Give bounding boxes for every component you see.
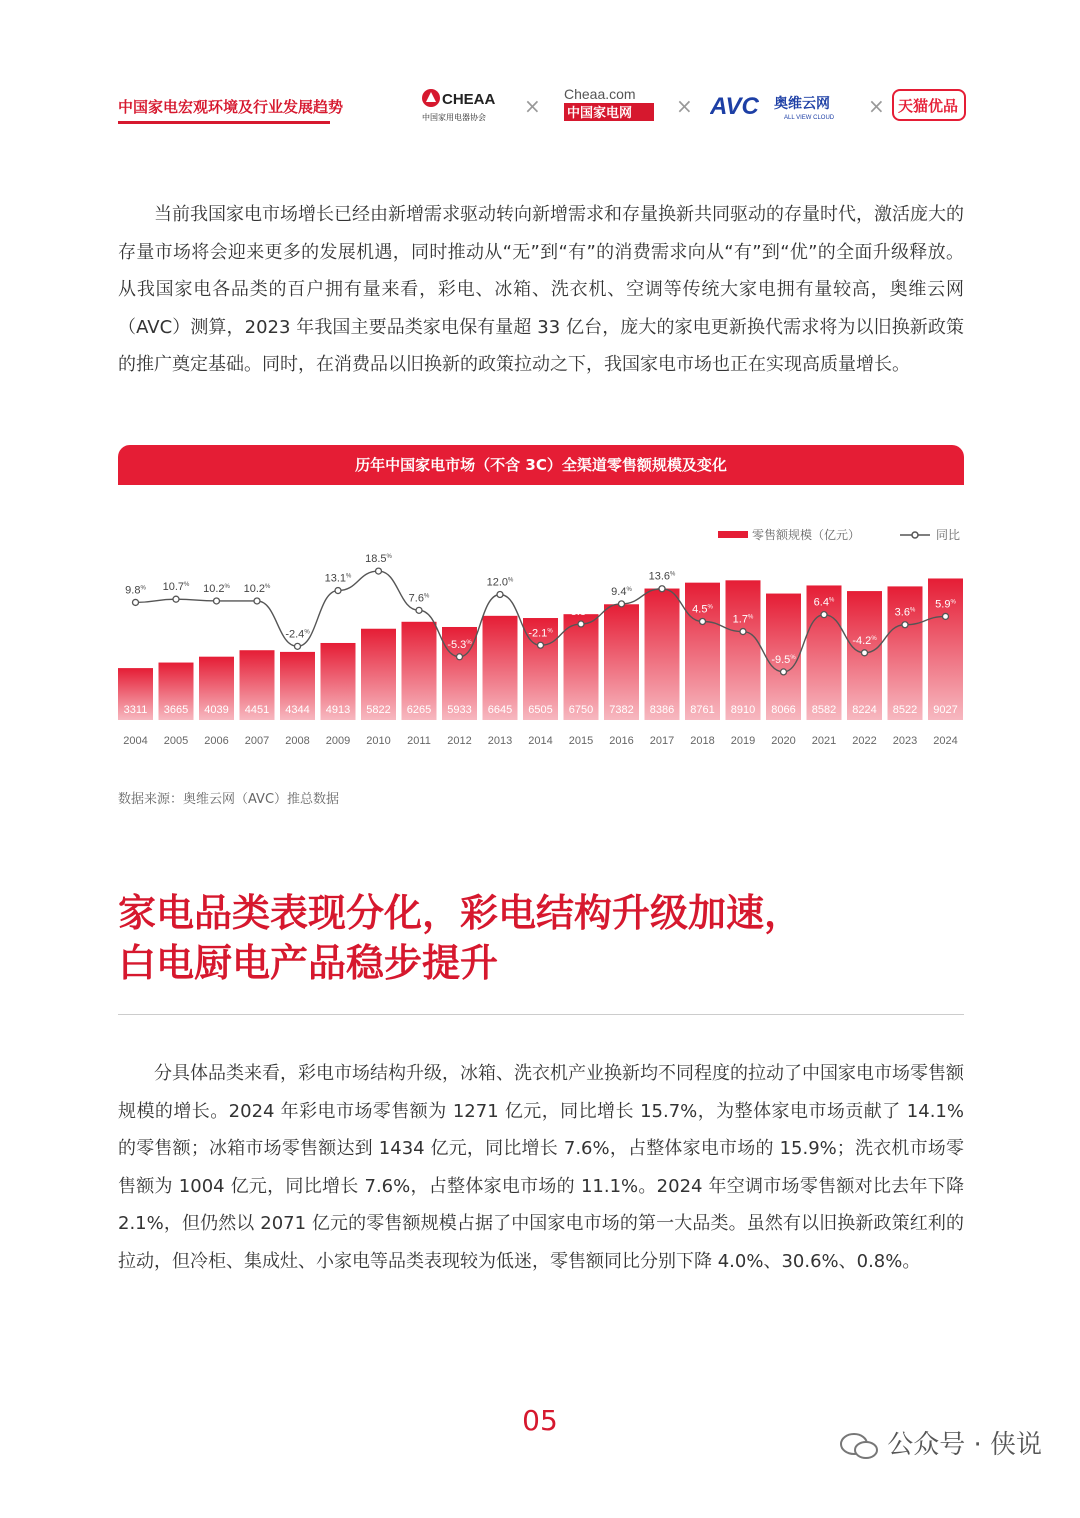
bar-value-label: 8066 [771,704,796,716]
header-underline [118,121,330,124]
bar-value-label: 4039 [204,704,229,716]
header-title: 中国家电宏观环境及行业发展趋势 [118,98,344,116]
yoy-label-unit: % [547,628,553,635]
partner-logos [420,86,968,126]
yoy-label: 3.8% [570,606,592,619]
watermark-text: 公众号 · 侠说 [887,1430,1042,1460]
yoy-label-unit: % [909,607,916,614]
cheaa-com-cn: 中国家电网 [567,106,633,121]
yoy-label-unit: % [346,573,352,580]
cheaa-logo-text: CHEAA [442,91,496,108]
avc-logo-name: 奥维云网 [774,96,830,112]
x-tick-label: 2022 [852,735,877,747]
bar-value-label: 7382 [609,704,634,716]
section-title-line-2: 白电厨电产品稳步提升 [118,941,499,985]
x-tick-label: 2024 [933,735,958,747]
bar-value-label: 8224 [852,704,877,716]
yoy-point [781,669,787,675]
bar [604,604,639,720]
tmall-logo-text: 天猫优品 [898,97,959,115]
yoy-label-unit: % [140,585,146,592]
body-paragraph: 分具体品类来看，彩电市场结构升级，冰箱、洗衣机产业换新均不同程度的拉动了中国家电市场零售额规模的增长。2024 年彩电市场零售额为 1271 亿元，同比增长 15.7%，为整体家电市场贡献了 14.1% 的零售额；冰箱市场零售额达到 1434 亿元，同比增长 7.6%，占整体家电市场的 15.9%；洗衣机市场零售额为 1004 亿元，同比增长 7.6%，占整体家电市场的 11.1%。2024 年空调市场零售额对比去年下降 2.1%，但仍然以 2071 亿元的零售额规模占据了中国家电市场的第一大品类。虽然有以旧换新政策红利的拉动，但冷柜、集成灶、小家电等品类表现较为低迷，零售额同比分别下降 4.0%、30.6%、0.8%。 [118,1063,964,1272]
yoy-label: 4.5% [692,603,713,616]
yoy-point [173,596,179,602]
section-divider [118,1014,964,1015]
bar-value-label: 8582 [811,704,837,716]
bar-value-label: 6645 [487,704,513,716]
chart-title: 历年中国家电市场（不含 3C）全渠道零售额规模及变化 [118,445,964,485]
x-tick-label: 2010 [366,735,391,747]
x-tick-label: 2004 [123,735,148,747]
bar-value-label: 9027 [933,704,958,716]
bar-value-label: 8522 [892,704,918,716]
yoy-label: 1.7% [732,613,754,626]
legend-line-dot [912,532,918,538]
x-tick-label: 2013 [487,735,513,747]
yoy-label: 9.8% [125,584,146,597]
yoy-point [335,588,341,594]
yoy-label-unit: % [508,577,514,584]
yoy-label-unit: % [224,583,230,590]
retail-chart [100,515,980,760]
yoy-label: 10.7% [162,581,190,594]
yoy-point [943,613,949,619]
bar-value-label: 6265 [406,704,432,716]
x-tick-label: 2008 [285,735,310,747]
avc-logo-sub: ALL VIEW CLOUD [784,115,835,121]
x-tick-label: 2006 [204,735,229,747]
x-tick-label: 2009 [325,735,351,747]
bar-value-label: 5822 [366,704,391,716]
yoy-label-unit: % [871,635,877,642]
yoy-label-unit: % [585,607,592,614]
yoy-label: 9.4% [611,585,632,598]
cheaa-com-logo [562,86,658,126]
yoy-label: 12.0% [486,576,514,589]
legend-bar-swatch [718,531,748,538]
yoy-label: 7.6% [408,592,430,605]
intro-paragraph: 当前我国家电市场增长已经由新增需求驱动转向新增需求和存量换新共同驱动的存量时代，激活庞大的存量市场将会迎来更多的发展机遇，同时推动从“无”到“有”的消费需求向从“有”到“优”的全面升级释放。从我国家电各品类的百户拥有量来看，彩电、冰箱、洗衣机、空调等传统大家电拥有量较高，奥维云网（AVC）测算，2023 年我国主要品类家电保有量超 33 亿台，庞大的家电更新换代需求将为以旧换新政策的推广奠定基础。同时，在消费品以旧换新的政策拉动之下，我国家电市场也正在实现高质量增长。 [118,204,964,375]
yoy-label-unit: % [304,629,310,636]
yoy-label: 10.2% [203,582,230,595]
yoy-point [578,621,584,627]
x-tick-label: 2019 [730,735,756,747]
x-tick-label: 2023 [892,735,918,747]
bar-value-label: 4451 [244,704,270,716]
cheaa-logo [420,86,512,126]
bar-value-label: 8386 [649,704,675,716]
yoy-label-unit: % [265,583,271,590]
yoy-label-unit: % [707,604,713,611]
bar-value-label: 8910 [730,704,756,716]
yoy-label: 13.1% [324,572,352,585]
yoy-point [295,643,301,649]
yoy-label-unit: % [386,554,392,561]
bar-value-label: 4344 [285,704,310,716]
yoy-point [902,622,908,628]
yoy-label: -9.5% [771,653,796,666]
yoy-point [700,619,706,625]
x-tick-label: 2018 [690,735,715,747]
yoy-label-unit: % [626,586,632,593]
yoy-label-unit: % [950,599,956,606]
source-note: 数据来源：奥维云网（AVC）推总数据 [118,792,340,807]
x-tick-label: 2005 [163,735,189,747]
yoy-point [254,598,260,604]
x-tick-label: 2015 [568,735,594,747]
yoy-point [497,592,503,598]
bar-value-label: 3311 [123,704,148,716]
yoy-point [740,629,746,635]
avc-logo [710,86,860,126]
watermark [839,1424,1042,1461]
yoy-label: 10.2% [243,582,271,595]
cheaa-com-text: Cheaa.com [564,86,636,102]
x-tick-label: 2014 [528,735,553,747]
yoy-label: -4.2% [852,634,877,647]
yoy-label-unit: % [790,654,796,661]
x-tick-label: 2021 [811,735,837,747]
cheaa-logo-sub: 中国家用电器协会 [422,113,486,122]
yoy-label-unit: % [747,614,754,621]
logo-separator: × [524,94,541,118]
yoy-label-unit: % [670,571,676,578]
yoy-point [416,607,422,613]
logo-separator: × [868,94,885,118]
yoy-point [133,599,139,605]
yoy-point [821,612,827,618]
bar-value-label: 3665 [163,704,189,716]
x-tick-label: 2020 [771,735,796,747]
yoy-label: -5.3% [447,638,472,651]
x-tick-label: 2007 [244,735,270,747]
yoy-label-unit: % [184,582,190,589]
bar-value-label: 6750 [568,704,594,716]
bar [645,589,680,720]
bar-value-label: 8761 [690,704,715,716]
yoy-label-unit: % [828,597,835,604]
page-number: 05 [522,1404,558,1437]
section-title-line-1: 家电品类表现分化，彩电结构升级加速， [118,891,803,935]
bar-series [118,578,963,720]
yoy-point [862,650,868,656]
wechat-icon [839,1431,879,1461]
bar-value-label: 5933 [447,704,472,716]
x-tick-label: 2017 [649,735,675,747]
yoy-point [619,601,625,607]
legend-bar-label: 零售额规模（亿元） [752,528,861,542]
bar-value-label: 6505 [528,704,553,716]
yoy-label: 3.6% [894,606,916,619]
yoy-label: 13.6% [648,570,676,583]
x-tick-label: 2016 [609,735,634,747]
yoy-point [457,654,463,660]
avc-logo-mark: AVC [710,93,759,120]
yoy-label: 18.5% [365,553,392,566]
x-tick-label: 2011 [407,735,431,747]
yoy-label: 6.4% [813,596,835,609]
tmall-logo [892,86,968,126]
legend-line-label: 同比 [936,528,961,542]
bar [726,580,761,720]
yoy-label-unit: % [466,639,472,646]
yoy-label: 5.9% [935,598,956,611]
yoy-point [659,586,665,592]
section-title [118,888,964,988]
x-tick-label: 2012 [447,735,472,747]
yoy-point [376,568,382,574]
yoy-point [538,642,544,648]
yoy-label: -2.4% [285,628,310,641]
bar-value-label: 4913 [325,704,351,716]
yoy-label: -2.1% [528,627,553,640]
yoy-label-unit: % [423,593,430,600]
yoy-point [214,598,220,604]
logo-separator: × [676,94,693,118]
